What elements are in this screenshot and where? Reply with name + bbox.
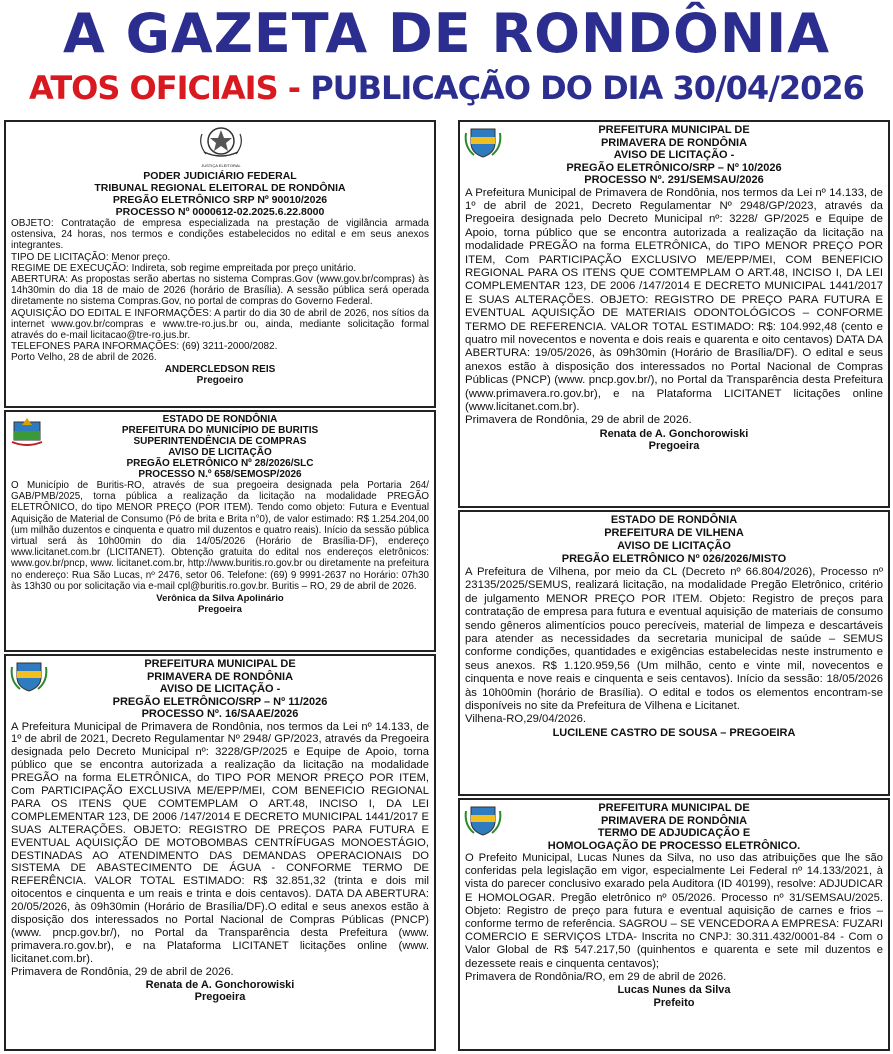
separator: - (277, 69, 311, 107)
header-line: PROCESSO Nº. 291/SEMSAU/2026 (584, 174, 764, 186)
notice-header (465, 802, 883, 852)
signer-role: Pregoeira (194, 991, 246, 1004)
header-line: AVISO DE LICITAÇÃO - (613, 149, 735, 161)
paragraph: OBJETO: Contratação de empresa especializada na prestação de vigilância armada ostensiva, 24 horas, nos termos e condições estabelecidos no edital e em seus anexos integrantes. (11, 218, 429, 252)
section-label: ATOS OFICIAIS (29, 69, 278, 107)
signer-name: Renata de A. Gonchorowiski (145, 978, 295, 991)
paragraph: REGIME DE EXECUÇÃO: Indireta, sob regime empreitada por preço unitário. (11, 262, 357, 274)
paragraph: Primavera de Rondônia, 29 de abril de 2026. (465, 414, 692, 427)
header-line: PREFEITURA DO MUNICÍPIO DE BURITIS (121, 425, 319, 436)
header-line: PREGÃO ELETRÔNICO Nº 28/2026/SLC (126, 458, 314, 469)
notice-header (11, 658, 429, 721)
primavera-coat-of-arms-icon (464, 803, 502, 837)
header-line: AVISO DE LICITAÇÃO - (159, 683, 281, 695)
header-line: TRIBUNAL REGIONAL ELEITORAL DE RONDÔNIA (94, 182, 346, 194)
notice-body (465, 566, 883, 727)
notice-body (11, 480, 429, 592)
signer-role: Prefeito (653, 996, 695, 1009)
primavera-coat-of-arms-icon (464, 125, 502, 159)
brazil-coat-of-arms-icon (196, 124, 246, 164)
paragraph: ABERTURA: As propostas serão abertas no sistema Compras.Gov (www.gov.br/compras) às 14h30min do dia 18 de maio de 2026 (horário de Brasília). A sessão pública será operada diretamente no sistema Compras.Gov, no portal de compras do Governo Federal. (11, 274, 429, 308)
header-line: PREGÃO ELETRÔNICO/SRP – Nº 10/2026 (566, 161, 782, 174)
notice-vilhena (458, 510, 890, 796)
notice-primavera-semsau (458, 120, 890, 508)
header-line: PREGÃO ELETRÔNICO/SRP – Nº 11/2026 (112, 695, 328, 708)
signature (11, 979, 429, 1004)
paragraph: Vilhena-RO,29/04/2026. (465, 713, 587, 726)
notice-primavera-homologacao (458, 798, 890, 1051)
signer-name: LUCILENE CASTRO DE SOUSA – PREGOEIRA (552, 726, 796, 739)
header-line: TERMO DE ADJUDICAÇÃO E (597, 827, 751, 839)
header-line: PREFEITURA MUNICIPAL DE (598, 124, 750, 136)
paragraph: A Prefeitura de Vilhena, por meio da CL (Decreto nº 66.804/2026), Processo nº 23135/2025/SEMUS, realizará licitação, na modalidade Pregão Eletrônico, critério de julgamento MENOR PREÇO POR ITEM. Objeto: Registro de preços para contratação de empresa para futura e eventual aquisição de materiais de consumo sendo gêneros alimentícios pouco perecíveis, material de limpeza e descartáveis para atender as necessidades da secretaria municipal de saúde – SEMUS conforme condições, quantidades e exigências estabelecidas neste instrumento e seus anexos. R$ 1.120.959,56 (Um milhão, cento e vinte mil, novecentos e cinquenta e nove reais e cinquenta e seis centavos). Início da sessão: 18/05/2026 às 10h00min (horário de Brasília). O edital e todos os elementos encontram-se disponíveis no site da Prefeitura de Vilhena e Licitanet. (465, 566, 883, 713)
signer-name: ANDERCLEDSON REIS (164, 363, 276, 375)
notice-body (465, 187, 883, 428)
publication-date: PUBLICAÇÃO DO DIA 30/04/2026 (310, 69, 864, 107)
notice-header (11, 170, 429, 218)
signature (11, 593, 429, 615)
header-line: PREGÃO ELETRÔNICO SRP Nº 90010/2026 (112, 194, 328, 206)
signer-name: Verônica da Silva Apolinário (156, 593, 284, 605)
signer-name: Renata de A. Gonchorowiski (599, 427, 749, 440)
paragraph: O Município de Buritis-RO, através de sua pregoeira designada pela Portaria 264/ GAB/PMB/2025, torna pública a realização da licitação na modalidade PREGÃO ELETRÔNICO, do tipo MENOR PREÇO (POR ITEM). Tendo como objeto: Futura e Eventual Aquisição de Material de Consumo (Pó de brita e Brita n°0), de valor estimado: R$ 1.254.204,00 (um milhão duzentos e cinquenta e quatro mil duzentos e quatro reais). Início da sessão pública virtual será às 10h00min do dia 14/05/2026 (Horário de Brasília-DF), endereço www.licitanet.com.br (LICITANET). Obtenção gratuita do edital nos endereços eletrônicos: www.gov.br/pncp, www. licitanet.com.br, http://www.buritis.ro.gov.br ou diretamente na prefeitura no endereço: Rua São Lucas, nº 2476, setor 06. Telefone: (69) 9 9991-2637 no Horário: 07h30 às 13h30 ou por solicitação via e-mail cpl@buritis.ro.gov.br. Buritis – RO, 29 de abril de 2026. (11, 480, 429, 592)
paragraph: Primavera de Rondônia/RO, em 29 de abril de 2026. (465, 970, 727, 983)
header-line: AVISO DE LICITAÇÃO (617, 540, 731, 552)
signature (465, 727, 883, 740)
header-line: PRIMAVERA DE RONDÔNIA (146, 670, 294, 683)
header-line: SUPERINTENDÊNCIA DE COMPRAS (133, 436, 307, 447)
header-line: PROCESSO N.º 658/SEMOSP/2026 (138, 469, 302, 480)
signature (465, 984, 883, 1009)
header-line: ESTADO DE RONDÔNIA (610, 514, 738, 526)
publication-line (0, 66, 893, 110)
header-line: PREFEITURA DE VILHENA (604, 527, 744, 539)
header-line: PROCESSO Nº. 16/SAAE/2026 (141, 708, 299, 720)
primavera-coat-of-arms-icon (10, 659, 48, 693)
header-line: ESTADO DE RONDÔNIA (162, 414, 278, 425)
header-line: HOMOLOGAÇÃO DE PROCESSO ELETRÔNICO. (547, 839, 801, 852)
signer-name: Lucas Nunes da Silva (617, 984, 731, 997)
signer-role: Pregoeira (198, 604, 242, 616)
header-line: PREFEITURA MUNICIPAL DE (144, 658, 296, 670)
notice-body (11, 721, 429, 979)
notice-buritis (4, 410, 436, 652)
newspaper-title: A GAZETA DE RONDÔNIA (63, 2, 830, 65)
paragraph: Porto Velho, 28 de abril de 2026. (11, 352, 157, 364)
header-line: AVISO DE LICITAÇÃO (168, 447, 272, 458)
buritis-coat-of-arms-icon (10, 416, 44, 446)
header-line: PODER JUDICIÁRIO FEDERAL (143, 170, 297, 182)
notice-body (11, 218, 429, 364)
masthead (0, 0, 893, 118)
signer-role: Pregoeira (648, 440, 700, 453)
paragraph: A Prefeitura Municipal de Primavera de Rondônia, nos termos da Lei nº 14.133, de 1º de abril de 2021, Decreto Regulamentar Nº 2948/ GP/2023, através da Pregoeira designada pelo Decreto Municipal nº: 3228/GP/2025 e Equipe de Apoio, torna público que se encontra autorizada a realização da licitação na modalidade PREGÃO na forma ELETRÔNICA, do TIPO POR MENOR PREÇO POR ITEM, Com PARTICIPAÇÃO EXCLUSIVA ME/EPP/MEI, COM BENEFICIO REGIONAL PARA OS ITENS QUE COMTEMPLAM O ART.48, INCISO I, DA LEI COMPLEMENTAR 123, DE 2006 /147/2014 E DECRETO MUNICIPAL 1441/2017 E SUAS ALTERAÇÕES. OBJETO: REGISTRO DE PREÇOS PARA FUTURA E EVENTUAL AQUISIÇÃO DE MOTOBOMBAS CENTRÍFUGAS MONOESTÁGIO, DESTINADAS AO ATENDIMENTO DAS DEMANDAS OPERACIONAIS DO SISTEMA DE ABASTECIMENTO DE ÁGUA - CONFORME TERMO DE REFERÊNCIA. VALOR TOTAL ESTIMADO: R$ 32.851,32 (trinta e dois mil oitocentos e cinquenta e um reais e trinta e dois centavos). DATA DA ABERTURA: 20/05/2026, às 09h30min (Horário de Brasília/DF).O edital e seus anexos estão à disposição dos interessados no Portal Nacional de Compras Públicas (PNCP) (www. pncp.gov.br/), no Portal da Transparência desta Prefeitura (www. primavera.ro.gov.br), e na Plataforma LICITANET licitações online (www. licitanet.com.br). (11, 720, 429, 965)
header-line: PREFEITURA MUNICIPAL DE (598, 802, 750, 814)
header-line: PREGÃO ELETRÔNICO Nº 026/2026/MISTO (561, 553, 787, 565)
header-line: PROCESSO Nº 0000612-02.2025.6.22.8000 (115, 206, 325, 218)
paragraph: A Prefeitura Municipal de Primavera de Rondônia, nos termos da Lei nº 14.133, de 1º de abril de 2021, Decreto Regulamentar Nº 2948/GP/2023, através da Pregoeira designada pelo Decreto Municipal nº: 3228/ GP/2025 e Equipe de Apoio, torna público que se encontra autorizada a realização da licitação na modalidade PREGÃO na forma ELETRÔNICA, do TIPO MENOR PREÇO POR ITEM, Com PARTICIPAÇÃO EXCLUSIVO ME/EPP/MEI, COM BENEFICIO REGIONAL PARA OS ITENS QUE COMTEMPLAM O ART.48, INCISO I, DA LEI COMPLEMENTAR 123, DE 2006 /147/2014 E DECRETO MUNICIPAL 1441/2017 E SUAS ALTERAÇÕES. OBJETO: REGISTRO DE PREÇO PARA FUTURA E EVENTUAL AQUISIÇÃO DE MATERIAIS ODONTOLÓGICOS – CONFORME TERMO DE REFERENCIA. VALOR TOTAL ESTIMADO: R$: 104.992,48 (cento e quatro mil novecentos e noventa e dois reais e quarenta e oito centavos) DATA DA ABERTURA: 19/05/2026, às 09h30min (Horário de Brasília/DF). O edital e seus anexos estão à disposição dos interessados no Portal Nacional de Compras Públicas (PNCP) (www. pncp.gov.br/), no Portal da Transparência desta Prefeitura (www.primavera.ro.gov.br), e na Plataforma LICITANET licitações online (www.licitanet.com.br). (465, 186, 883, 413)
paragraph: TIPO DE LICITAÇÃO: Menor preço. (11, 251, 171, 263)
notice-header (465, 514, 883, 566)
paragraph: AQUISIÇÃO DO EDITAL E INFORMAÇÕES: A partir do dia 30 de abril de 2026, nos sítios da internet www.gov.br/compras e www.tre-ro.jus.br ou, ainda, mediante solicitação formal através do e-mail licitacao@tre-ro.jus.br. (11, 307, 429, 342)
emblem-caption: JUSTIÇA ELEITORAL (201, 163, 241, 168)
signer-role: Pregoeiro (196, 374, 244, 386)
notice-primavera-saae (4, 654, 436, 1051)
notice-body (465, 852, 883, 984)
paragraph: Primavera de Rondônia, 29 de abril de 2026. (11, 965, 234, 978)
paragraph: TELEFONES PARA INFORMAÇÕES: (69) 3211-2000/2082. (11, 341, 278, 353)
signature (11, 364, 429, 386)
notice-tre-ro (4, 120, 436, 408)
notice-header (465, 124, 883, 187)
header-line: PRIMAVERA DE RONDÔNIA (600, 814, 748, 827)
notice-header (11, 414, 429, 480)
header-line: PRIMAVERA DE RONDÔNIA (600, 136, 748, 149)
paragraph: O Prefeito Municipal, Lucas Nunes da Silva, no uso das atribuições que lhe são conferidas pela legislação em vigor, especialmente Lei Federal nº 14.133/2021, à vista do parecer conclusivo exarado pela Auditora (ID 40199), resolve: ADJUDICAR E HOMOLOGAR. Pregão eletrônico nº 05/2026. Processo nº 31/SEMSAU/2025. Objeto: Registro de preço para futura e eventual aquisição de carnes e frios – conforme termo de referência. SAGROU – SE VENCEDORA A EMPRESA: FUZARI COMERCIO E SERVIÇOS LTDA- Inscrita no CNPJ: 30.311.432/0001-84 - Com o Valor Global de R$ 547.217,50 (quinhentos e quarenta e sete mil duzentos e dezessete reais e cinquenta centavos); (465, 852, 883, 970)
signature (465, 428, 883, 453)
